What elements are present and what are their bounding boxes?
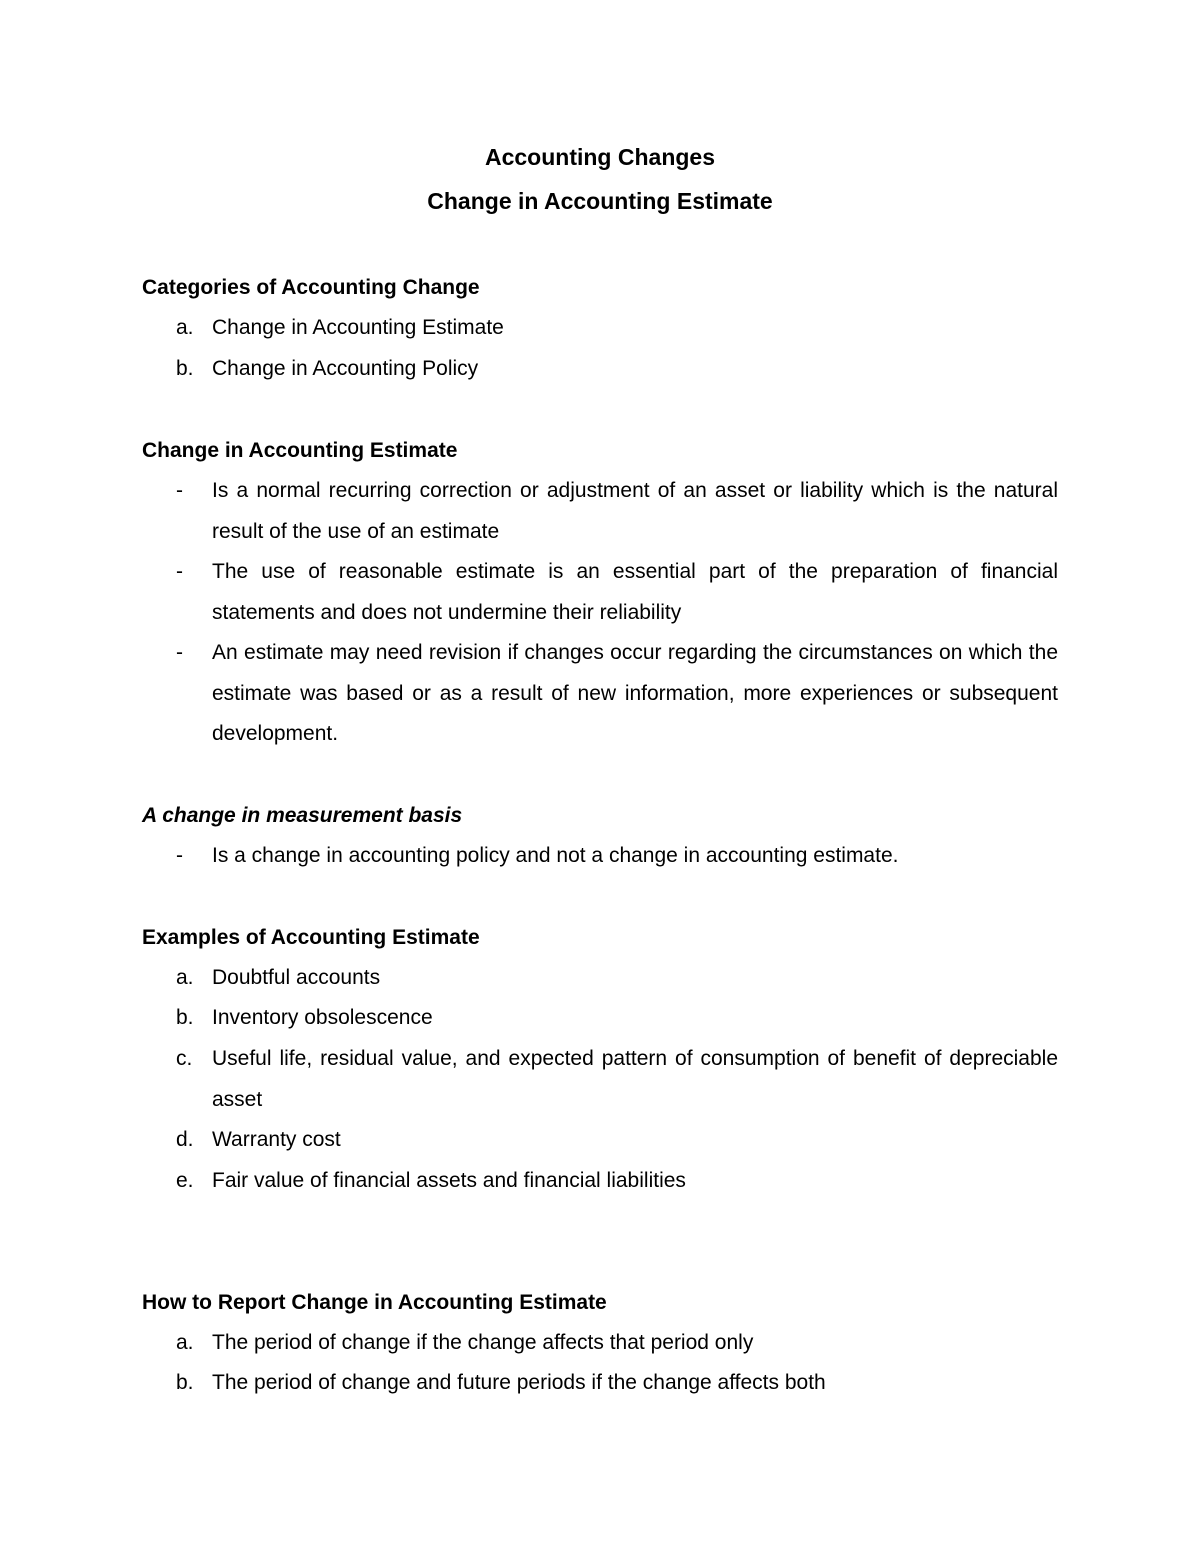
bullet-text: The use of reasonable estimate is an essential part of the preparation of financial statements and does not undermine their reliability [212, 560, 1058, 624]
bullet-text: Is a normal recurring correction or adjustment of an asset or liability which is the natural result of the use of an estimate [212, 479, 1058, 543]
list-item [0, 1161, 1200, 1202]
list-marker: e. [176, 1169, 194, 1192]
list-item-text: Inventory obsolescence [212, 1006, 433, 1029]
list-item-text: Fair value of financial assets and financial liabilities [212, 1169, 686, 1192]
bullet-text: Is a change in accounting policy and not a change in accounting estimate. [212, 844, 899, 867]
bullet-marker: - [176, 560, 183, 583]
reporting-heading: How to Report Change in Accounting Estimate [142, 1291, 607, 1314]
list-item-text: The period of change and future periods if the change affects both [212, 1371, 826, 1394]
document-subtitle: Change in Accounting Estimate [427, 188, 773, 214]
list-marker: a. [176, 316, 194, 339]
list-item-text: Doubtful accounts [212, 966, 381, 989]
bullet-text: An estimate may need revision if changes occur regarding the circumstances on which the estimate was based or as a result of new information, more experiences or subsequent development. [212, 641, 1058, 746]
bullet-item [0, 633, 1200, 755]
list-marker: a. [176, 1331, 194, 1354]
bullet-item [0, 836, 1200, 877]
list-item [0, 1323, 1200, 1364]
bullet-marker: - [176, 844, 183, 867]
list-marker: c. [176, 1047, 193, 1070]
list-item-text: Change in Accounting Estimate [212, 316, 504, 339]
bullet-marker: - [176, 479, 183, 502]
list-item-text: The period of change if the change affects that period only [212, 1331, 754, 1354]
list-marker: b. [176, 357, 194, 380]
list-item-text: Change in Accounting Policy [212, 357, 479, 380]
bullet-marker: - [176, 641, 183, 664]
list-marker: b. [176, 1371, 194, 1394]
list-marker: a. [176, 966, 194, 989]
document-title: Accounting Changes [484, 144, 715, 170]
list-item [0, 958, 1200, 999]
list-item [0, 1363, 1200, 1404]
list-item [0, 998, 1200, 1039]
list-marker: b. [176, 1006, 194, 1029]
examples-heading: Examples of Accounting Estimate [142, 926, 480, 949]
list-item [0, 308, 1200, 349]
list-item-text: Useful life, residual value, and expected pattern of consumption of benefit of depreciable asset [212, 1047, 1058, 1111]
definition-heading: Change in Accounting Estimate [142, 439, 458, 462]
list-marker: d. [176, 1128, 194, 1151]
list-item-text: Warranty cost [212, 1128, 341, 1151]
bullet-item [0, 552, 1200, 634]
list-item [0, 349, 1200, 390]
measurement-heading: A change in measurement basis [142, 804, 463, 827]
bullet-item [0, 471, 1200, 553]
list-item [0, 1039, 1200, 1121]
list-item [0, 1120, 1200, 1161]
categories-heading: Categories of Accounting Change [142, 276, 480, 299]
